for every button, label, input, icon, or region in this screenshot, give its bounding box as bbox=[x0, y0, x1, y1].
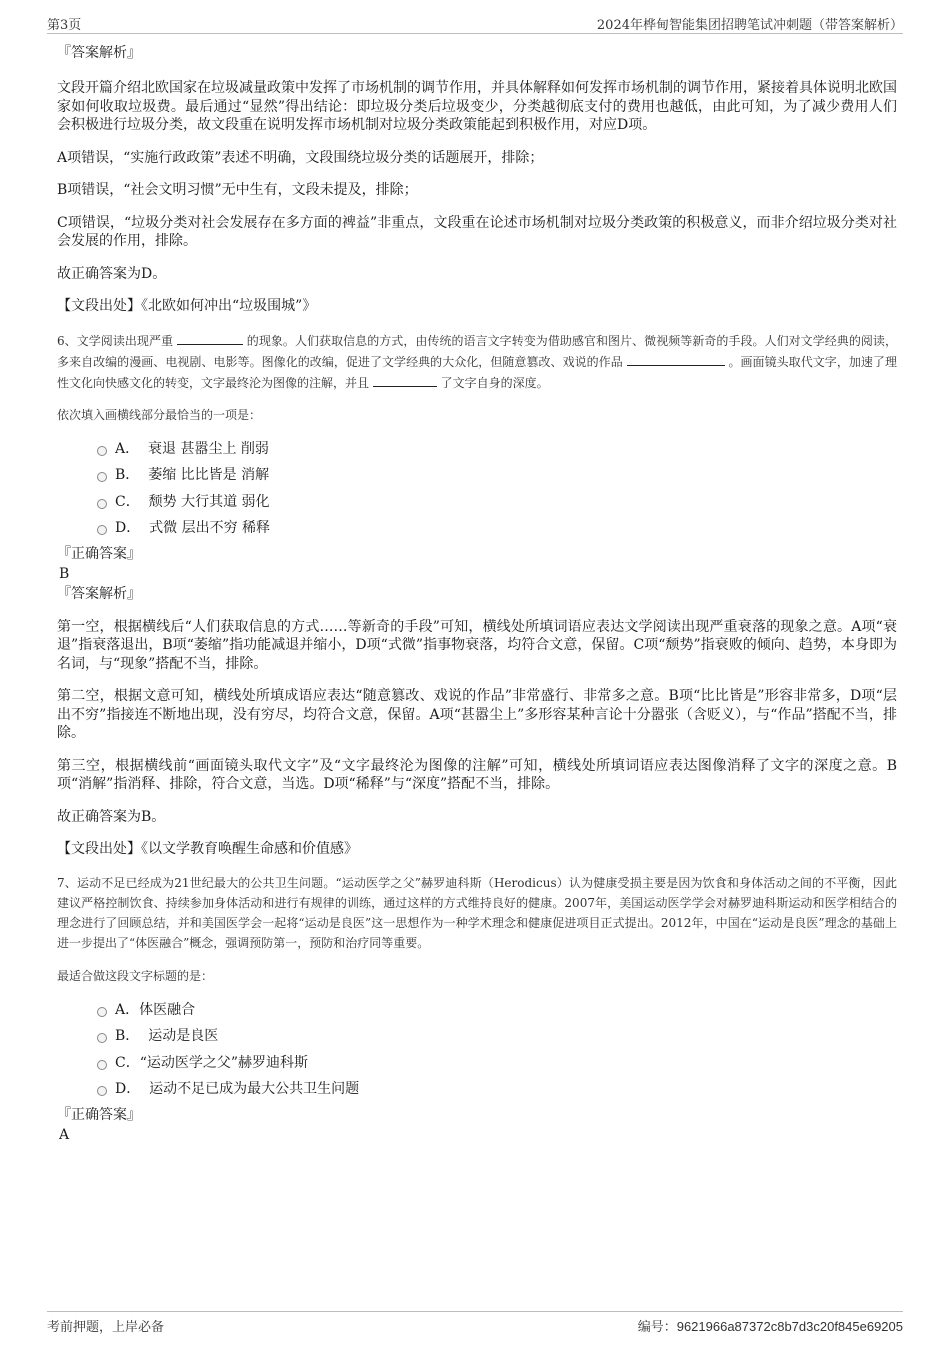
radio-icon[interactable] bbox=[97, 446, 107, 456]
radio-icon[interactable] bbox=[97, 1060, 107, 1070]
page-number: 第3页 bbox=[47, 18, 82, 33]
source-citation: 【文段出处】《以文学教育唤醒生命感和价值感》 bbox=[57, 841, 358, 857]
option-c[interactable]: C． 颓势 大行其道 弱化 bbox=[57, 489, 897, 516]
correct-answer-label: 『正确答案』 bbox=[57, 1106, 141, 1123]
option-a[interactable]: A． 衰退 甚嚣尘上 削弱 bbox=[57, 436, 897, 463]
fill-blank bbox=[627, 351, 725, 366]
radio-icon[interactable] bbox=[97, 499, 107, 509]
analysis-label: 『答案解析』 bbox=[57, 45, 141, 61]
analysis-paragraph: 第三空，根据横线前“画面镜头取代文字”及“文字最终沦为图像的注解”可知，横线处所填词语应表达图像消释了文字的深度之意。B项“消解”指消释、排除，符合文意，当选。D项“稀释”与“深度”搭配不当，排除。 bbox=[57, 757, 897, 792]
correct-answer: A bbox=[59, 1126, 70, 1143]
footer-slogan: 考前押题，上岸必备 bbox=[47, 1320, 165, 1335]
source-citation: 【文段出处】《北欧如何冲出“垃圾围城”》 bbox=[57, 298, 317, 314]
question-6-options bbox=[57, 436, 897, 542]
question-7-prompt: 最适合做这段文字标题的是： bbox=[57, 968, 214, 983]
analysis-paragraph: 故正确答案为D。 bbox=[57, 265, 167, 282]
page-header bbox=[47, 11, 903, 34]
option-a[interactable]: A．体医融合 bbox=[57, 997, 897, 1024]
analysis-paragraph: 第二空，根据文意可知，横线处所填成语应表达“随意篡改、戏说的作品”非常盛行、非常多之意。B项“比比皆是”形容非常多，D项“层出不穷”指接连不断地出现，没有穷尽，均符合文意，保留。A项“甚嚣尘上”多形容某种言论十分嚣张（含贬义），与“作品”搭配不当，排除。 bbox=[57, 688, 897, 741]
radio-icon[interactable] bbox=[97, 1007, 107, 1017]
page-footer bbox=[47, 1311, 903, 1336]
question-6-prompt: 依次填入画横线部分最恰当的一项是： bbox=[57, 407, 262, 422]
radio-icon[interactable] bbox=[97, 472, 107, 482]
analysis-paragraph: 故正确答案为B。 bbox=[57, 808, 166, 825]
correct-answer: B bbox=[59, 565, 70, 582]
question-7-options bbox=[57, 997, 897, 1103]
analysis-paragraph: C项错误，“垃圾分类对社会发展存在多方面的裨益”非重点，文段重在论述市场机制对垃圾分类政策的积极意义，而非介绍垃圾分类对社会发展的作用，排除。 bbox=[57, 214, 897, 249]
analysis-paragraph: 文段开篇介绍北欧国家在垃圾减量政策中发挥了市场机制的调节作用，并具体解释如何发挥市场机制的调节作用，紧接着具体说明北欧国家如何收取垃圾费。最后通过“显然”得出结论：即垃圾分类后垃圾变少，分类越彻底支付的费用也越低，由此可知，为了减少费用人们会积极进行垃圾分类，故文段重在说明发挥市场机制对垃圾分类政策能起到积极作用，对应D项。 bbox=[57, 80, 897, 133]
correct-answer-label: 『正确答案』 bbox=[57, 545, 141, 562]
radio-icon[interactable] bbox=[97, 525, 107, 535]
option-c[interactable]: C．“运动医学之父”赫罗迪科斯 bbox=[57, 1050, 897, 1077]
analysis-paragraph: A项错误，“实施行政政策”表述不明确，文段围绕垃圾分类的话题展开，排除； bbox=[57, 149, 544, 166]
option-b[interactable]: B． 萎缩 比比皆是 消解 bbox=[57, 462, 897, 489]
option-d[interactable]: D． 式微 层出不穷 稀释 bbox=[57, 515, 897, 542]
question-6-stem: 6、文学阅读出现严重 的现象。人们获取信息的方式，由传统的语言文字转变为借助感官和图片、微视频等新奇的手段。人们对文学经典的阅读，多来自改编的漫画、电视剧、电影等。图像化的改编，促进了文学经典的大众化，但随意篡改、戏说的作品 。画面镜头取代文字，加速了理性文化向快感文化的转变，文字最终沦为图像的注解，并且 了文字自身的深度。 bbox=[57, 330, 897, 393]
page-content bbox=[57, 41, 897, 1145]
document-title: 2024年桦甸智能集团招聘笔试冲刺题（带答案解析） bbox=[596, 18, 903, 33]
document-code: 编号：9621966a87372c8b7d3c20f845e69205 bbox=[637, 1319, 903, 1334]
fill-blank bbox=[373, 372, 437, 387]
fill-blank bbox=[177, 330, 243, 345]
analysis-paragraph: 第一空，根据横线后“人们获取信息的方式……等新奇的手段”可知，横线处所填词语应表达文学阅读出现严重衰落的现象之意。A项“衰退”指衰落退出，B项“萎缩”指功能减退并缩小，D项“式微”指事物衰落，均符合文意，保留。C项“颓势”指衰败的倾向、趋势，本身即为名词，与“现象”搭配不当，排除。 bbox=[57, 618, 897, 672]
analysis-label: 『答案解析』 bbox=[57, 585, 141, 602]
question-7-stem: 7、运动不足已经成为21世纪最大的公共卫生问题。“运动医学之父”赫罗迪科斯（Herodicus）认为健康受损主要是因为饮食和身体活动之间的不平衡，因此建议严格控制饮食、持续参加身体活动和进行有规律的训练，通过这样的方式维持良好的健康。2007年，美国运动医学学会对赫罗迪科斯运动和医学相结合的理念进行了回顾总结，并和美国医学会一起将“运动是良医”这一思想作为一种学术理念和健康促进项目正式提出。2012年，中国在“运动是良医”理念的基础上进一步提出了“体医融合”概念，强调预防第一，预防和治疗同等重要。 bbox=[57, 875, 897, 950]
radio-icon[interactable] bbox=[97, 1086, 107, 1096]
option-b[interactable]: B． 运动是良医 bbox=[57, 1023, 897, 1050]
analysis-paragraph: B项错误，“社会文明习惯”无中生有，文段未提及，排除； bbox=[57, 182, 418, 198]
option-d[interactable]: D． 运动不足已成为最大公共卫生问题 bbox=[57, 1076, 897, 1103]
radio-icon[interactable] bbox=[97, 1033, 107, 1043]
